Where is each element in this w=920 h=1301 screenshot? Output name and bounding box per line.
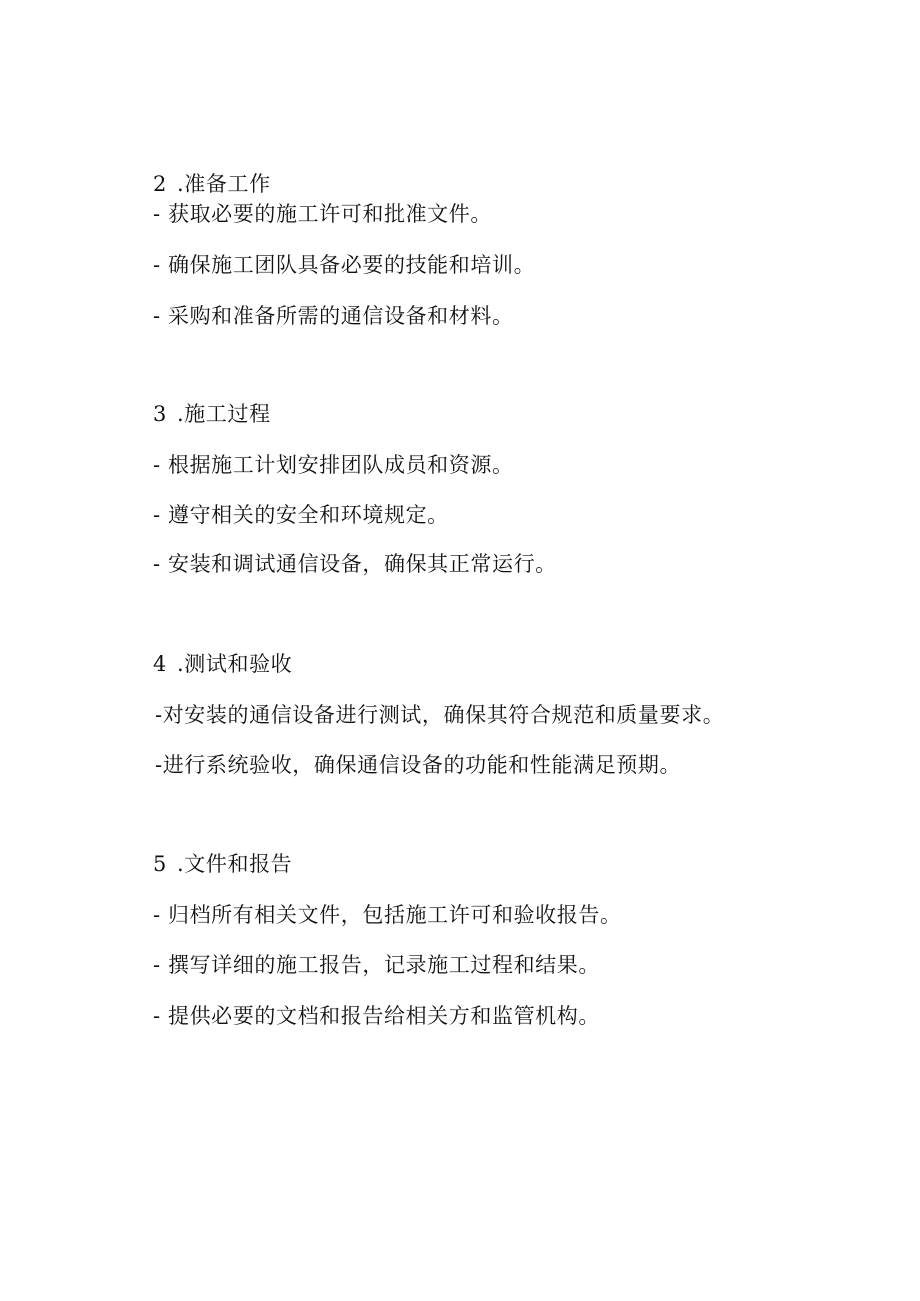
list-item: - 根据施工计划安排团队成员和资源。: [153, 453, 514, 477]
section-title: .文件和报告: [177, 852, 293, 876]
list-item: - 提供必要的文档和报告给相关方和监管机构。: [153, 1004, 600, 1028]
section-title: .施工过程: [177, 402, 271, 426]
list-item: - 遵守相关的安全和环境规定。: [153, 503, 449, 527]
list-item: - 获取必要的施工许可和批准文件。: [153, 202, 492, 226]
section-number: 2: [153, 172, 167, 196]
list-item: - 安装和调试通信设备，确保其正常运行。: [153, 552, 557, 576]
section-number: 3: [153, 402, 167, 426]
section-number: 5: [153, 852, 167, 876]
section-heading: [153, 851, 292, 877]
section-heading: [153, 171, 271, 197]
list-item: - 撰写详细的施工报告，记录施工过程和结果。: [153, 953, 600, 977]
list-item: - 采购和准备所需的通信设备和材料。: [153, 304, 514, 328]
list-item: - 确保施工团队具备必要的技能和培训。: [153, 253, 536, 277]
list-item: -进行系统验收，确保通信设备的功能和性能满足预期。: [155, 753, 682, 777]
section-number: 4: [153, 652, 167, 676]
section-heading: [153, 651, 292, 677]
section-title: .测试和验收: [177, 652, 293, 676]
section-title: .准备工作: [177, 172, 271, 196]
list-item: - 归档所有相关文件，包括施工许可和验收报告。: [153, 903, 622, 927]
list-item: -对安装的通信设备进行测试，确保其符合规范和质量要求。: [155, 703, 725, 727]
section-heading: [153, 401, 271, 427]
